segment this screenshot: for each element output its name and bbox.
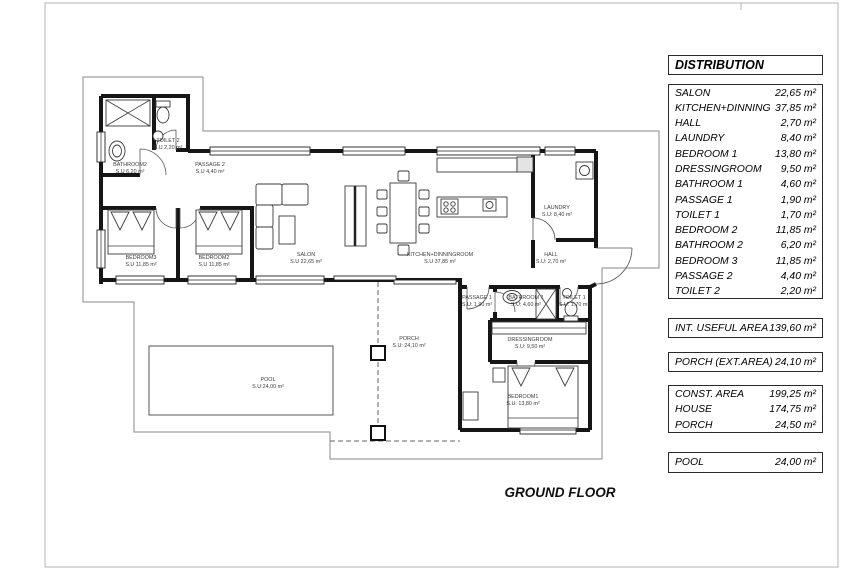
- wardrobe-icon: [492, 322, 586, 334]
- room-label: KITCHEN+DINNINGROOM: [406, 252, 474, 258]
- room-name: BATHROOM 2: [675, 240, 743, 252]
- room-area: S.U 22,65 m²: [290, 259, 322, 265]
- tv-unit-icon: [345, 186, 366, 246]
- room-area-value: 4,60 m²: [780, 179, 816, 191]
- area-label: POOL: [675, 457, 704, 468]
- room-area: S.U 11,85 m²: [198, 262, 230, 268]
- const-area-table: [668, 385, 823, 433]
- table-row: [669, 254, 822, 269]
- distribution-table: [668, 84, 823, 299]
- room-label: TOILET 2: [156, 138, 180, 144]
- int-useful-area-box: [668, 318, 823, 338]
- table-row: [669, 269, 822, 284]
- room-area-value: 6,20 m²: [780, 240, 816, 252]
- room-area: S.U: 4,60 m²: [510, 302, 542, 308]
- room-name: TOILET 2: [675, 286, 720, 298]
- nightstand-icon: [493, 368, 505, 382]
- room-area: S.U: 24,10 m²: [392, 343, 426, 349]
- room-label: BEDROOM2: [198, 255, 230, 261]
- room-area-value: 174,75 m²: [769, 404, 816, 416]
- room-area: S.U: 8,40 m²: [541, 212, 573, 218]
- room-label: SALON: [296, 252, 316, 258]
- room-name: BATHROOM 1: [675, 179, 743, 191]
- porch-pillar-icon: [371, 346, 385, 360]
- room-label: POOL: [260, 377, 276, 383]
- room-label: PASSAGE 2: [195, 162, 225, 168]
- table-row: [669, 116, 822, 131]
- room-area: S.U: 1,90 m²: [461, 302, 493, 308]
- table-row: [669, 402, 822, 417]
- room-name: PASSAGE 1: [675, 194, 733, 206]
- room-area: S.U: 1,70 m²: [558, 302, 590, 308]
- room-name: BEDROOM 3: [675, 255, 738, 267]
- table-row: [669, 131, 822, 146]
- room-area-value: 8,40 m²: [780, 133, 816, 145]
- dining-table-icon: [377, 171, 429, 255]
- room-area-value: 22,65 m²: [774, 87, 816, 99]
- table-row: [669, 418, 822, 433]
- table-row: [669, 284, 822, 299]
- pool-outline: [149, 346, 333, 415]
- table-row: [669, 162, 822, 177]
- room-area: S.U 4,40 m²: [195, 169, 225, 175]
- table-row: [669, 208, 822, 223]
- room-label: DRESSINGROOM: [507, 337, 553, 343]
- room-label: BEDROOM3: [125, 255, 157, 261]
- room-area: S.U 11,85 m²: [125, 262, 157, 268]
- room-area-value: 1,90 m²: [780, 194, 816, 206]
- room-label: BEDROOM1: [507, 394, 539, 400]
- room-name: PORCH: [675, 419, 713, 431]
- shower-icon: [106, 100, 150, 126]
- room-area-value: 37,85 m²: [774, 102, 816, 114]
- room-label: HALL: [544, 252, 558, 258]
- room-name: HALL: [675, 118, 701, 130]
- room-area: S.U:24,00 m²: [252, 384, 284, 390]
- table-row: [669, 147, 822, 162]
- sliding-door-icon: [394, 280, 456, 284]
- coffee-table-icon: [279, 216, 295, 244]
- room-label: BATHROOM2: [113, 162, 147, 168]
- room-area: S.U 2,20 m²: [153, 145, 183, 151]
- porch-boundary: [330, 282, 460, 441]
- washer-icon: [576, 162, 593, 179]
- distribution-header-label: DISTRIBUTION: [675, 58, 764, 72]
- room-name: PASSAGE 2: [675, 271, 733, 283]
- room-area-value: 199,25 m²: [769, 389, 816, 400]
- room-name: TOILET 1: [675, 209, 720, 221]
- room-label: PORCH: [399, 336, 419, 342]
- room-label: TOILET 1: [562, 295, 586, 301]
- room-label: PASSAGE 1: [462, 295, 492, 301]
- room-area-value: 13,80 m²: [774, 148, 816, 160]
- table-row: [669, 101, 822, 116]
- table-row: [669, 387, 822, 402]
- room-area: S.U 6,20 m²: [115, 169, 145, 175]
- porch-pillar-icon: [371, 426, 385, 440]
- room-name: SALON: [675, 87, 711, 99]
- room-name: KITCHEN+DINNING: [675, 102, 771, 114]
- room-area-value: 4,40 m²: [780, 271, 816, 283]
- wardrobe-icon: [463, 392, 478, 420]
- area-label: PORCH (EXT.AREA): [675, 356, 773, 368]
- area-value: 24,00 m²: [774, 457, 816, 468]
- room-name: DRESSINGROOM: [675, 163, 762, 175]
- room-area: S.U: 2,70 m²: [535, 259, 567, 265]
- room-name: LAUNDRY: [675, 133, 725, 145]
- porch-ext-area-box: [668, 352, 823, 372]
- sink-icon: [109, 141, 125, 161]
- room-area-value: 24,50 m²: [774, 419, 816, 431]
- table-row: [669, 86, 822, 101]
- pool-area-box: [668, 452, 823, 473]
- sliding-door-icon: [334, 276, 396, 280]
- table-row: [669, 193, 822, 208]
- room-area-value: 2,20 m²: [780, 286, 816, 298]
- room-name: BEDROOM 1: [675, 148, 738, 160]
- room-area-value: 9,50 m²: [780, 163, 816, 175]
- area-value: 24,10 m²: [774, 356, 816, 368]
- room-label: LAUNDRY: [544, 205, 570, 211]
- room-area-value: 11,85 m²: [775, 255, 816, 267]
- toilet-icon: [156, 101, 170, 123]
- room-name: HOUSE: [675, 404, 712, 416]
- room-area: S.U 37,85 m²: [424, 259, 456, 265]
- page-title: GROUND FLOOR: [504, 485, 616, 500]
- kitchen-island-icon: [437, 197, 507, 217]
- room-name: CONST. AREA: [675, 389, 745, 400]
- room-name: BEDROOM 2: [675, 225, 738, 237]
- table-row: [669, 223, 822, 238]
- distribution-header: [668, 55, 823, 75]
- room-area-value: 1,70 m²: [780, 209, 816, 221]
- kitchen-counter-icon: [437, 157, 533, 172]
- bed-icon: [196, 210, 242, 254]
- area-value: 139,60 m²: [769, 322, 816, 334]
- area-label: INT. USEFUL AREA: [675, 322, 769, 334]
- table-row: [669, 177, 822, 192]
- room-area: S.U: 13,80 m²: [506, 401, 540, 407]
- bed-icon: [108, 210, 154, 254]
- room-area-value: 2,70 m²: [780, 118, 816, 130]
- room-label: BATHROOM 1: [508, 295, 544, 301]
- table-row: [669, 238, 822, 253]
- room-area-value: 11,85 m²: [775, 225, 816, 237]
- room-area: S.U: 9,50 m²: [514, 344, 546, 350]
